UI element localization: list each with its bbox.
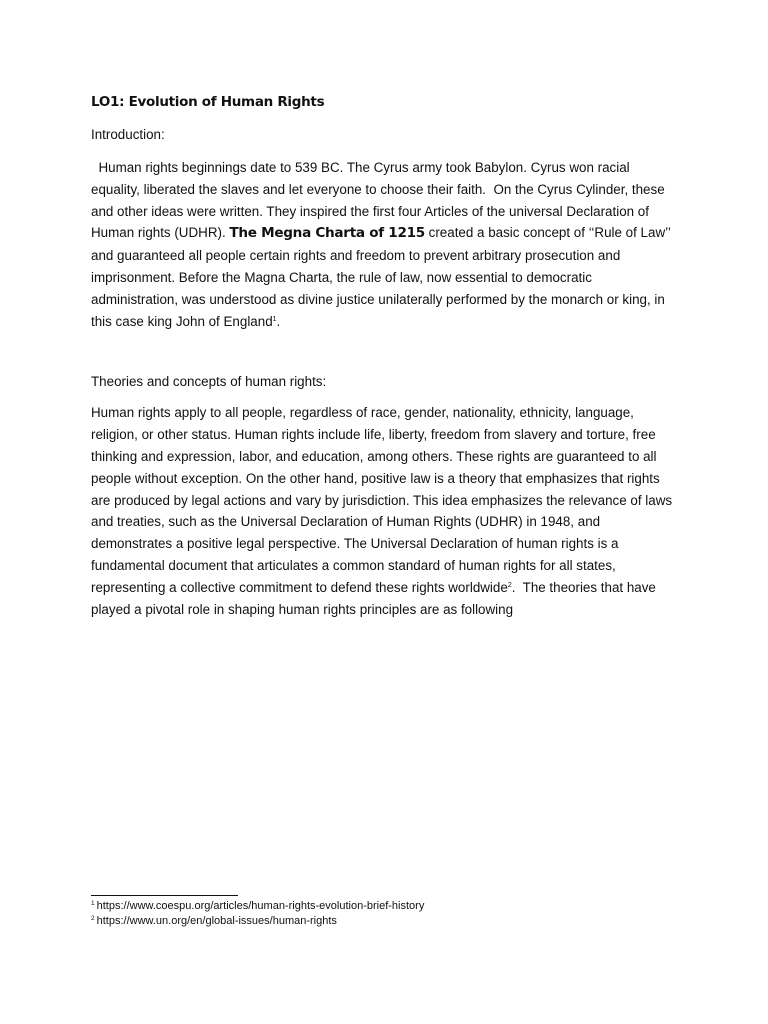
intro-paragraph <box>91 157 676 332</box>
theories-paragraph <box>91 402 676 620</box>
footnote-1 <box>91 899 676 914</box>
paragraph-spacer <box>91 332 676 372</box>
footnote-1-link[interactable]: https://www.coespu.org/articles/human-rights-evolution-brief-history <box>96 900 425 912</box>
magna-charta-bold-text: The Megna Charta of 1215 <box>229 225 425 242</box>
theories-text-part1: Human rights apply to all people, regardless of race, gender, nationality, ethnicity, language, religion, or other status. Human rights include life, liberty, freedom from slavery and torture, free thinking and expression, labor, and education, among others. These rights are guaranteed to all people without exception. On the other hand, positive law is a theory that emphasizes that rights are produced by legal actions and vary by jurisdiction. This idea emphasizes the relevance of laws and treaties, such as the Universal Declaration of Human Rights (UDHR) in 1948, and demonstrates a positive legal perspective. The Universal Declaration of human rights is a fundamental document that articulates a common standard of human rights for all states, representing a collective commitment to defend these rights worldwide <box>91 405 673 595</box>
theories-heading: Theories and concepts of human rights: <box>91 374 327 390</box>
document-body <box>91 92 676 620</box>
footnote-ref-2[interactable]: 2 <box>507 581 512 589</box>
footnote-2-link[interactable]: https://www.un.org/en/global-issues/human-rights <box>96 915 337 927</box>
footnote-2-number: 2 <box>91 915 95 922</box>
document-title: LO1: Evolution of Human Rights <box>91 94 325 110</box>
footnote-ref-1[interactable]: 1 <box>272 315 277 323</box>
footnote-separator <box>91 895 238 896</box>
intro-text-part2: created a basic concept of ‘‘Rule of Law’’ and guaranteed all people certain rights and freedom to prevent arbitrary prosecution and imprisonment. Before the Magna Charta, the rule of law, now essential to democratic administration, was understood as divine justice unilaterally performed by the monarch or king, in this case king John of England <box>91 225 671 329</box>
intro-text-end: . <box>276 313 281 329</box>
intro-text-part1: Human rights beginnings date to 539 BC. The Cyrus army took Babylon. Cyrus won racial equality, liberated the slaves and let everyone to choose their faith. On the Cyrus Cylinder, these and other ideas were written. They inspired the first four Articles of the universal Declaration of Human rights (UDHR). <box>91 160 669 241</box>
theories-text-part2: . The theories that have played a pivotal role in shaping human rights principles are as following <box>91 579 660 617</box>
footnotes-section <box>91 895 676 929</box>
introduction-heading: Introduction: <box>91 127 165 142</box>
footnote-1-number: 1 <box>91 900 95 907</box>
footnote-2 <box>91 914 676 929</box>
